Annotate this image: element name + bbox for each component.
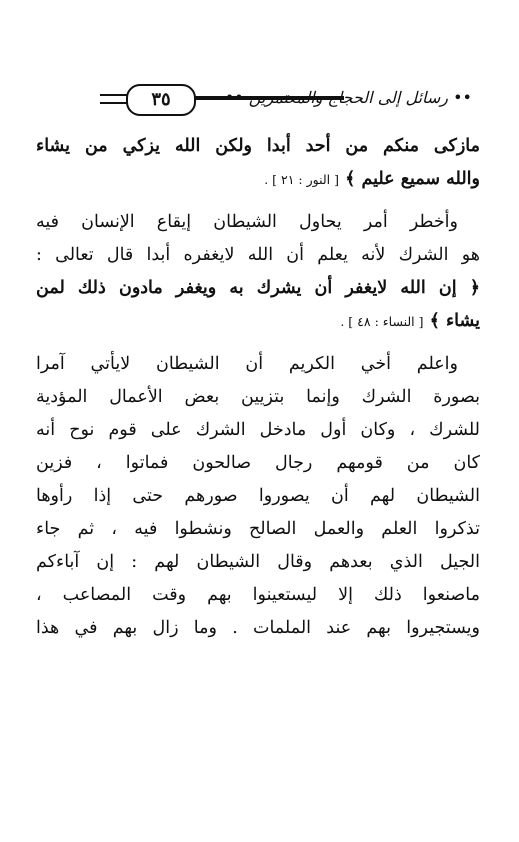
paragraph-line: الجيل الذي بعدهم وقال الشيطان لهم : إن آباءكم: [36, 552, 480, 572]
paragraph-line: كان من قومهم رجال صالحون فماتوا ، فزين: [36, 453, 480, 473]
quran-verse-text: يشاء: [445, 311, 480, 331]
paragraph-line: تذكروا العلم والعمل الصالح ونشطوا فيه ، ثم جاء: [36, 519, 480, 539]
paragraph-line: وأخطر أمر يحاول الشيطان إيقاع الإنسان فيه: [36, 212, 458, 232]
verse-reference: [ النور : ٢١ ] .: [264, 172, 339, 187]
quran-verse-line: مازكى منكم من أحد أبدا ولكن الله يزكي من يشاء: [36, 136, 480, 156]
quran-verse-line: [36, 163, 480, 196]
quran-verse-line: ﴿ إن الله لايغفر أن يشرك به ويغفر مادون ذلك لمن: [36, 278, 480, 298]
page-number: ٣٥: [126, 84, 196, 116]
paragraph-line: الشيطان لهم أن يصوروا صورهم حتى إذا رأوها: [36, 486, 480, 506]
paragraph-line: للشرك ، وكان أول مادخل الشرك على قوم نوح أنه: [36, 420, 480, 440]
verse-reference: [ النساء : ٤٨ ] .: [340, 314, 424, 329]
page-body: [36, 130, 480, 645]
paragraph-line: هو الشرك لأنه يعلم أن الله لايغفره أبدا قال تعالى :: [36, 245, 480, 265]
quran-close-brace: ﴾: [429, 311, 440, 331]
paragraph-line: ماصنعوا ذلك إلا ليستعينوا بهم وقت المصاعب ،: [36, 585, 480, 605]
paragraph-line: ويستجيروا بهم عند الملمات . وما زال بهم في هذا: [36, 618, 480, 638]
paragraph-line: واعلم أخي الكريم أن الشيطان لايأتي آمرا: [36, 354, 458, 374]
running-header: [100, 80, 472, 120]
running-title: •• رسائل إلى الحجاج والمعتمرين ••: [224, 88, 472, 107]
paragraph-line: بصورة الشرك وإنما بتزيين بعض الأعمال المؤدية: [36, 387, 480, 407]
quran-verse-line: [36, 305, 480, 338]
quran-verse-text: والله سميع عليم: [361, 169, 480, 189]
quran-close-brace: ﴾: [345, 169, 356, 189]
